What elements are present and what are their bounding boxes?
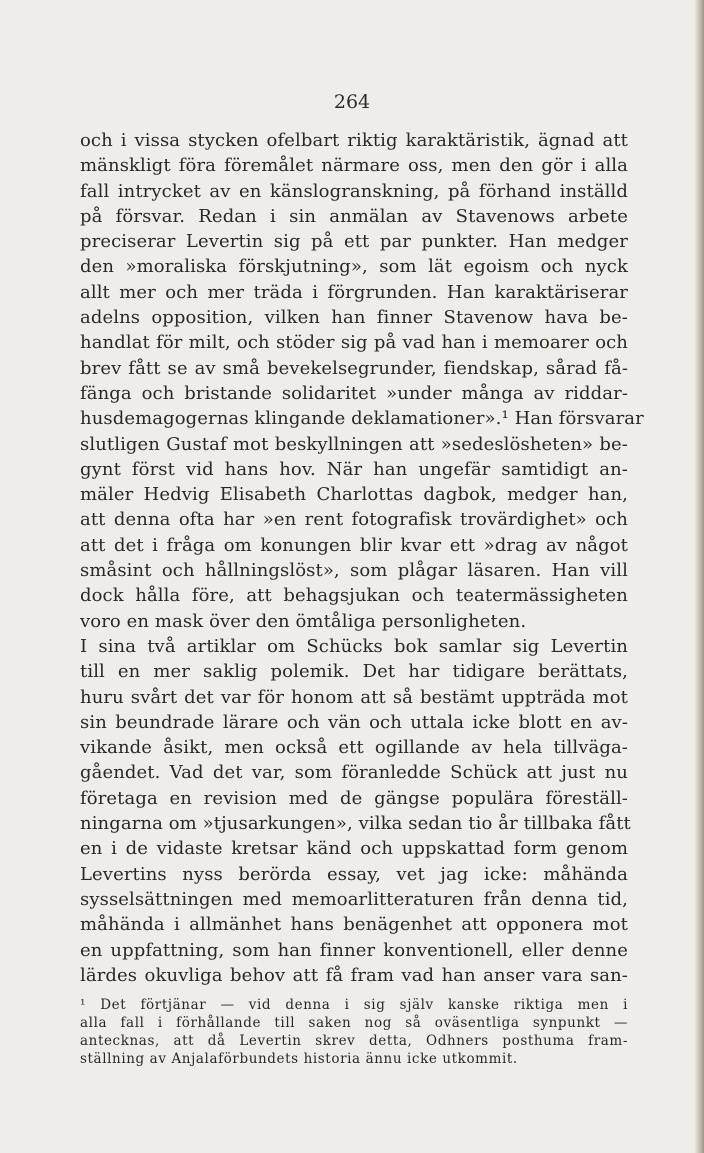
text-line: en uppfattning, som han finner konventionell, eller denne — [80, 939, 628, 961]
page-number: 264 — [333, 91, 371, 113]
text-line: den »moraliska förskjutning», som lät egoism och nyck — [80, 256, 628, 278]
text-line: fall intrycket av en känslogranskning, på förhand inställd — [80, 180, 628, 202]
footnote-line: ¹ Det förtjänar — vid denna i sig själv kanske riktiga men i — [80, 997, 628, 1013]
text-line: ningarna om »tjusarkungen», vilka sedan tio år tillbaka fått — [80, 813, 631, 835]
text-line: gynt först vid hans hov. När han ungefär samtidigt an- — [80, 458, 628, 480]
footnote-line: alla fall i förhållande till saken nog så oväsentliga synpunkt — — [80, 1015, 628, 1031]
text-line: måhända i allmänhet hans benägenhet att opponera mot — [80, 914, 628, 936]
body-text — [80, 128, 644, 988]
text-line: och i vissa stycken ofelbart riktig karaktäristik, ägnad att — [80, 130, 628, 151]
footnote-line: antecknas, att då Levertin skrev detta, Odhners posthuma fram- — [80, 1033, 628, 1049]
text-line: en i de vidaste kretsar känd och uppskattad form genom — [80, 838, 628, 860]
text-line: fänga och bristande solidaritet »under många av riddar- — [80, 382, 628, 404]
text-line: mänskligt föra föremålet närmare oss, men den gör i alla — [80, 155, 628, 177]
text-line: att det i fråga om konungen blir kvar ett »drag av något — [80, 534, 628, 556]
text-line: mäler Hedvig Elisabeth Charlottas dagbok, medger han, — [80, 484, 628, 506]
text-line: I sina två artiklar om Schücks bok samlar sig Levertin — [80, 635, 628, 657]
text-line: voro en mask över den ömtåliga personligheten. — [80, 610, 527, 632]
text-line: vikande åsikt, men också ett ogillande av hela tillväga- — [80, 737, 628, 759]
text-line: huru svårt det var för honom att så bestämt uppträda mot — [80, 686, 628, 708]
text-line: företaga en revision med de gängse populära föreställ- — [80, 787, 628, 809]
text-line: lärdes okuvliga behov att få fram vad han anser vara san- — [80, 964, 628, 986]
text-line: på försvar. Redan i sin anmälan av Stavenows arbete — [80, 205, 628, 227]
text-line: att denna ofta har »en rent fotografisk trovärdighet» och — [80, 509, 628, 531]
text-line: handlat för milt, och stöder sig på vad han i memoarer och — [80, 332, 628, 354]
text-line: småsint och hållningslöst», som plågar läsaren. Han vill — [80, 560, 628, 582]
footnote-line: ställning av Anjalaförbundets historia ännu icke utkommit. — [80, 1051, 518, 1067]
text-line: preciserar Levertin sig på ett par punkter. Han medger — [80, 231, 628, 253]
page-edge-shadow — [694, 0, 704, 1153]
text-line: husdemagogernas klingande deklamationer».¹ Han försvarar — [80, 408, 644, 430]
text-line: dock hålla före, att behagsjukan och teatermässigheten — [80, 585, 628, 607]
footnotes — [80, 996, 628, 1068]
text-line: Levertins nyss berörda essay, vet jag icke: måhända — [80, 863, 628, 885]
text-line: till en mer saklig polemik. Det har tidigare berättats, — [80, 661, 628, 683]
text-line: adelns opposition, vilken han finner Stavenow hava be- — [80, 307, 628, 329]
text-line: allt mer och mer träda i förgrunden. Han karaktäriserar — [80, 281, 628, 303]
text-line: sin beundrade lärare och vän och uttala icke blott en av- — [80, 711, 628, 733]
text-line: slutligen Gustaf mot beskyllningen att »sedeslösheten» be- — [80, 433, 628, 455]
text-line: brev fått se av små bevekelsegrunder, fiendskap, sårad få- — [80, 357, 628, 379]
text-line: gåendet. Vad det var, som föranledde Schück att just nu — [80, 762, 628, 784]
text-line: sysselsättningen med memoarlitteraturen från denna tid, — [80, 888, 628, 910]
